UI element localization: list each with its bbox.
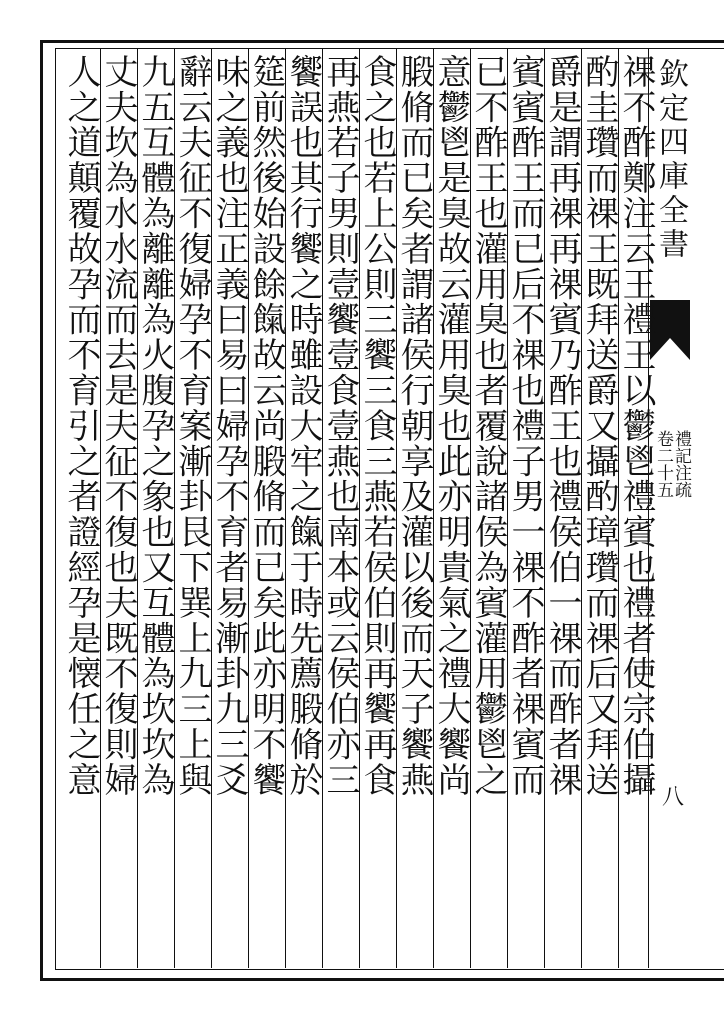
fishtail-mark-icon: [650, 300, 690, 360]
text-column: 再燕若子男則壹饗壹食壹燕也南本或云侯伯亦三: [320, 54, 360, 798]
text-column: 賓賓酢王而已后不祼也禮子男一祼不酢者祼賓而: [505, 54, 545, 798]
text-column: 酌圭瓚而祼王既拜送爵又攝酌璋瓚而祼后又拜送: [579, 54, 619, 798]
banner-book-title: 禮記注疏: [671, 430, 691, 498]
text-column: 已不酢王也灌用臭也者覆說諸侯為賓灌用鬱鬯之: [468, 54, 508, 798]
text-column: 爵是謂再祼再祼賓乃酢王也禮侯伯一祼而酢者祼: [542, 54, 582, 798]
text-column: 意鬱鬯是臭故云灌用臭也此亦明貴氣之禮大饗尚: [431, 54, 471, 798]
banner-title: 欽定四庫全書: [653, 58, 688, 262]
text-column: 味之義也注正義曰易曰婦孕不育者易漸卦九三爻: [209, 54, 249, 798]
text-column: 筵前然後始設餘餼故云尚腶脩而已矣此亦明不饗: [246, 54, 286, 798]
text-column: 食之也若上公則三饗三食三燕若侯伯則再饗再食: [357, 54, 397, 798]
text-column: 人之道顛覆故孕而不育引之者證經孕是懐任之意: [61, 54, 101, 798]
text-column: 九五互體為離離為火腹孕之象也又互體為坎坎為: [135, 54, 175, 798]
text-column: 丈夫坎為水水流而去是夫征不復也夫既不復則婦: [98, 54, 138, 798]
page-number: 八: [662, 785, 685, 810]
text-column: 辭云夫征不復婦孕不育案漸卦艮下巽上九三上與: [172, 54, 212, 798]
banner-volume: 卷二十五: [653, 430, 673, 498]
text-column: 饗誤也其行饗之時雖設大牢之餼于時先薦腶脩於: [283, 54, 323, 798]
text-column: 祼不酢鄭注云王禮王以鬱鬯禮賓也禮者使宗伯攝: [616, 54, 656, 798]
text-column: 腶脩而已矣者謂諸侯行朝享及灌以後而天子饗燕: [394, 54, 434, 798]
